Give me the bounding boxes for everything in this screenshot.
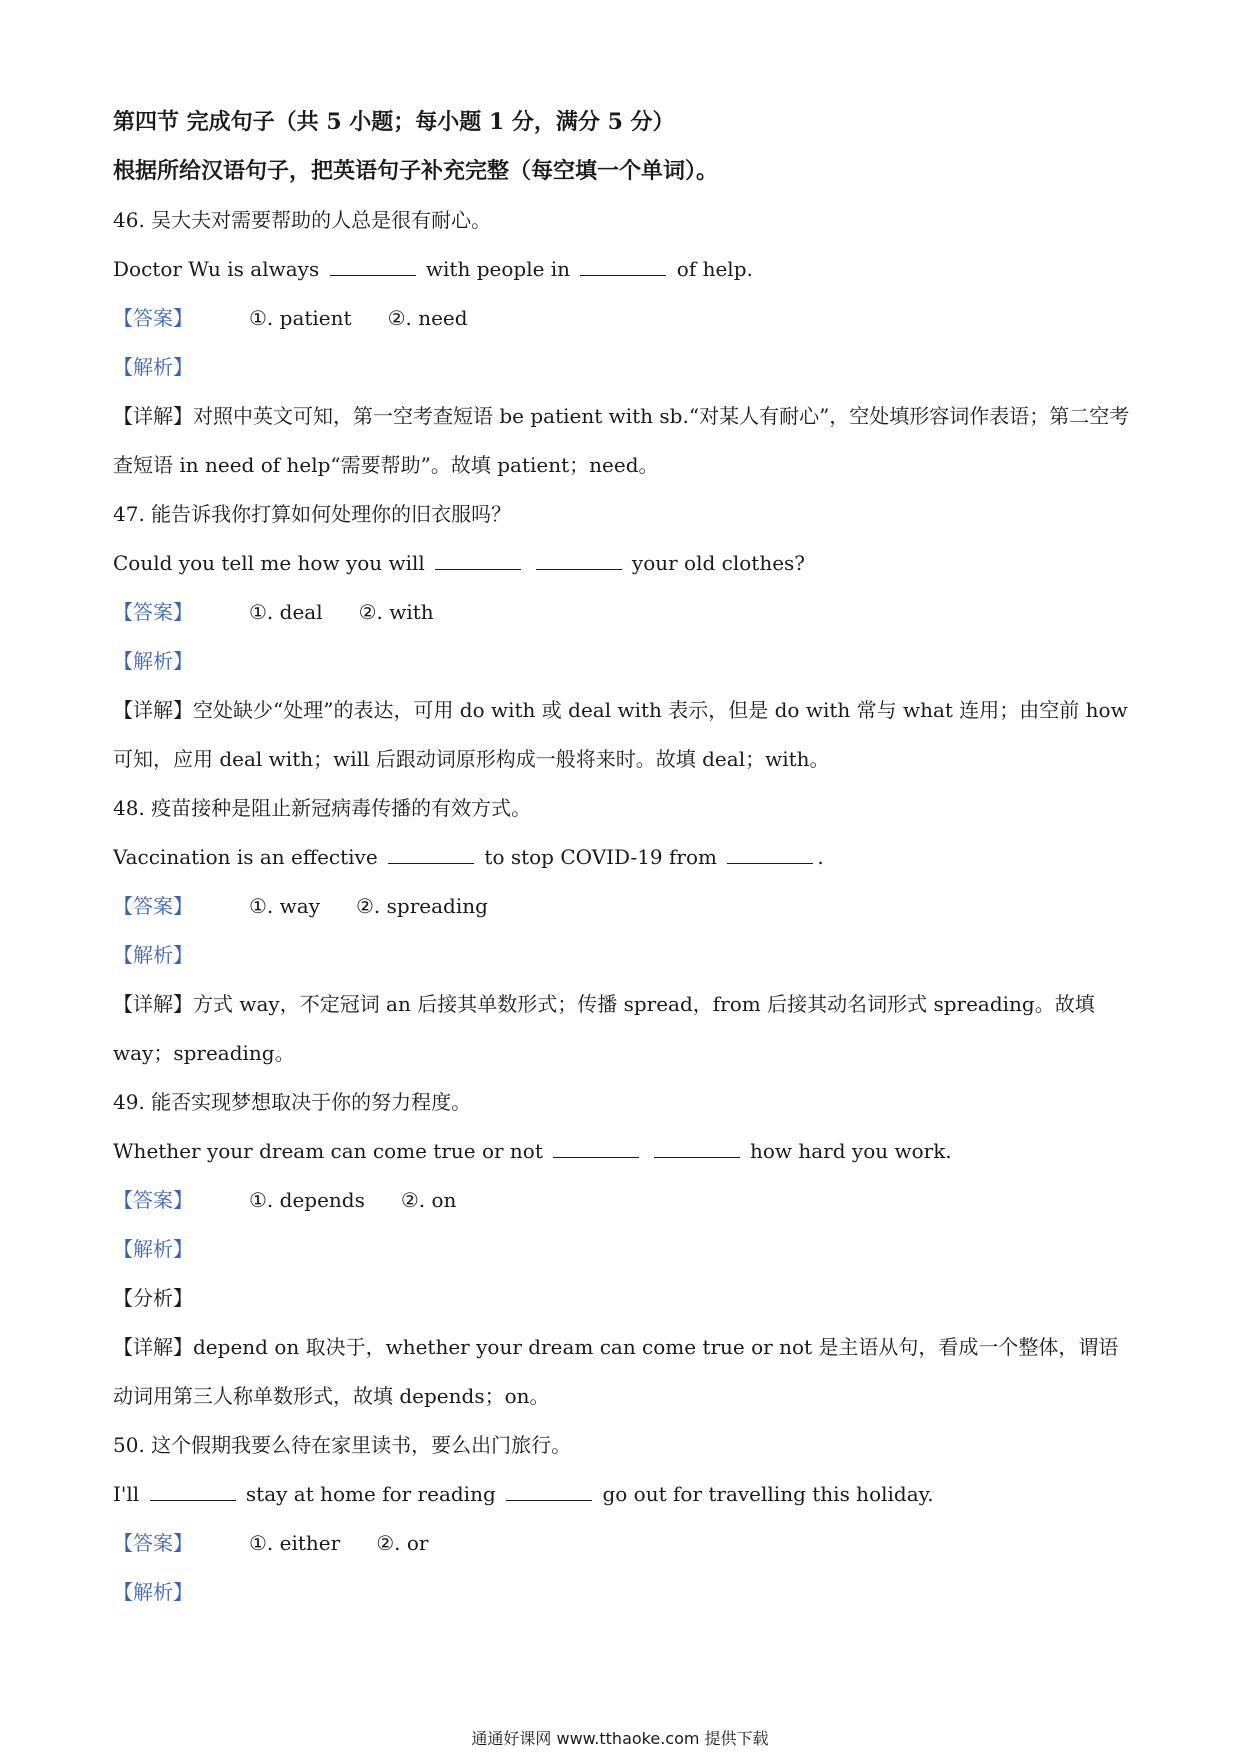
section-instruction: 根据所给汉语句子，把英语句子补充完整（每空填一个单词）。 [113, 158, 719, 184]
question-46-detail: 【详解】对照中英文可知，第一空考查短语 be patient with sb.“对某人有耐心”，空处填形容词作表语；第二空考查短语 in need of help“需要帮助”。故填 patient；need。 [113, 404, 1130, 477]
blank [506, 1484, 592, 1501]
answer-label: 【答案】 [113, 600, 193, 624]
section-heading: 第四节 完成句子（共 5 小题；每小题 1 分，满分 5 分） [113, 109, 675, 135]
answer-option-1: ①. deal [249, 600, 323, 624]
answer-label: 【答案】 [113, 1531, 193, 1555]
document-page [113, 98, 1133, 1617]
question-47-answer [113, 588, 1133, 637]
question-49-chinese: 49. 能否实现梦想取决于你的努力程度。 [113, 1090, 472, 1114]
question-48-chinese: 48. 疫苗接种是阻止新冠病毒传播的有效方式。 [113, 796, 532, 820]
blank [553, 1141, 639, 1158]
page-footer: 通通好课网 www.tthaoke.com 提供下载 [471, 1729, 769, 1748]
answer-label: 【答案】 [113, 306, 193, 330]
answer-option-2: ②. need [387, 306, 468, 330]
question-48-english: Vaccination is an effective to stop COVID-19 from . [113, 845, 824, 869]
blank [330, 259, 416, 276]
question-50-chinese: 50. 这个假期我要么待在家里读书，要么出门旅行。 [113, 1433, 572, 1457]
question-46-answer [113, 294, 1133, 343]
question-47-analysis-label: 【解析】 [113, 649, 193, 673]
blank [388, 847, 474, 864]
question-50-answer [113, 1519, 1133, 1568]
answer-option-1: ①. patient [249, 306, 352, 330]
answer-option-2: ②. with [358, 600, 434, 624]
question-47-english: Could you tell me how you will your old clothes? [113, 551, 806, 575]
question-49-analysis-label: 【解析】 [113, 1237, 193, 1261]
question-47-detail: 【详解】空处缺少“处理”的表达，可用 do with 或 deal with 表示，但是 do with 常与 what 连用；由空前 how 可知，应用 deal with；will 后跟动词原形构成一般将来时。故填 deal；with。 [113, 698, 1128, 771]
answer-option-1: ①. depends [249, 1188, 365, 1212]
blank [150, 1484, 236, 1501]
question-49-english: Whether your dream can come true or not how hard you work. [113, 1139, 952, 1163]
question-46-english: Doctor Wu is always with people in of help. [113, 257, 753, 281]
question-49-fenxi-label: 【分析】 [113, 1286, 193, 1310]
question-49-answer [113, 1176, 1133, 1225]
answer-option-2: ②. or [376, 1531, 429, 1555]
answer-option-2: ②. spreading [356, 894, 488, 918]
question-50-english: I'll stay at home for reading go out for travelling this holiday. [113, 1482, 934, 1506]
question-46-chinese: 46. 吴大夫对需要帮助的人总是很有耐心。 [113, 208, 492, 232]
question-50-analysis-label: 【解析】 [113, 1580, 193, 1604]
answer-label: 【答案】 [113, 1188, 193, 1212]
answer-label: 【答案】 [113, 894, 193, 918]
question-48-analysis-label: 【解析】 [113, 943, 193, 967]
blank [536, 553, 622, 570]
question-48-detail: 【详解】方式 way，不定冠词 an 后接其单数形式；传播 spread，from 后接其动名词形式 spreading。故填 way；spreading。 [113, 992, 1095, 1065]
question-49-detail: 【详解】depend on 取决于，whether your dream can come true or not 是主语从句，看成一个整体，谓语动词用第三人称单数形式，故填 depends；on。 [113, 1335, 1119, 1408]
question-46-analysis-label: 【解析】 [113, 355, 193, 379]
blank [727, 847, 813, 864]
question-48-answer [113, 882, 1133, 931]
answer-option-1: ①. either [249, 1531, 341, 1555]
answer-option-1: ①. way [249, 894, 320, 918]
blank [654, 1141, 740, 1158]
blank [435, 553, 521, 570]
answer-option-2: ②. on [400, 1188, 457, 1212]
question-47-chinese: 47. 能告诉我你打算如何处理你的旧衣服吗？ [113, 502, 512, 526]
blank [580, 259, 666, 276]
